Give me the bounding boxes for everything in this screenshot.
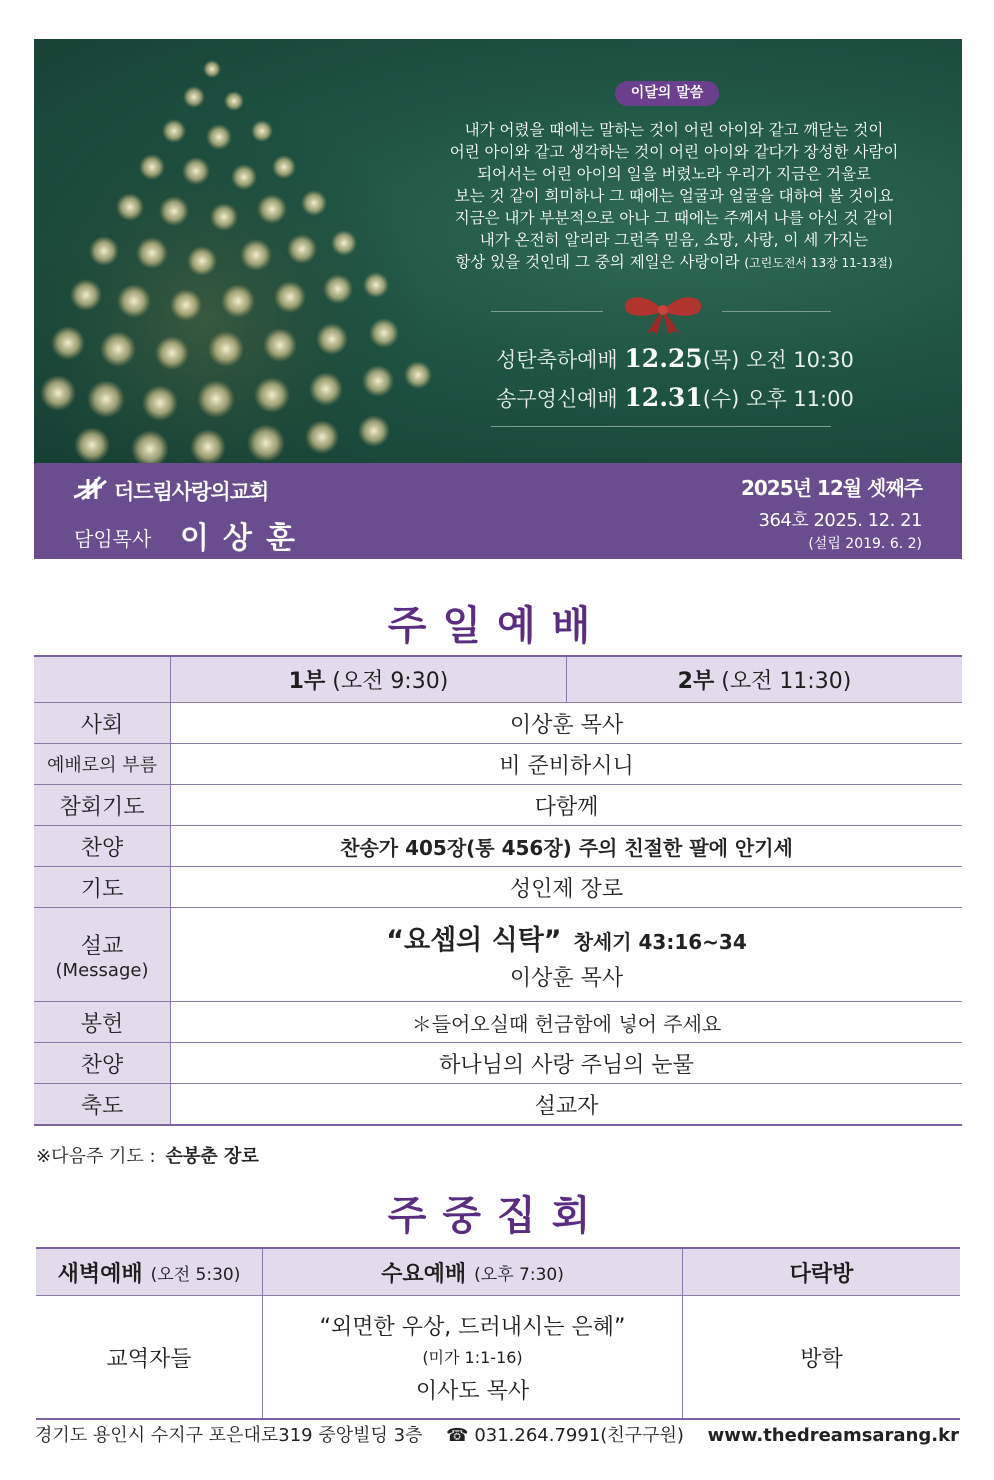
pastor-name: 이상훈	[180, 521, 309, 556]
service-time: 오후 11:00	[746, 387, 854, 411]
row-value: 성인제 장로	[509, 876, 624, 902]
service-date: 12.31	[624, 383, 703, 412]
sermon-scripture: 창세기 43:16~34	[573, 929, 747, 954]
sermon-heading	[386, 918, 747, 957]
scripture-verse	[414, 119, 934, 274]
table-header-row	[36, 1249, 960, 1296]
part-time: (오전 11:30)	[721, 669, 852, 694]
table-row	[34, 744, 962, 785]
verse-of-month-badge: 이달의 말씀	[615, 81, 719, 106]
column-label: 수요예배	[381, 1261, 467, 1287]
row-value: 다함께	[534, 794, 599, 820]
dawn-service-header	[36, 1249, 262, 1295]
row-label: 기도	[34, 867, 171, 907]
divider-line	[491, 426, 831, 427]
banner	[34, 39, 962, 463]
sermon-label-en: (Message)	[55, 959, 149, 981]
pastor-label: 담임목사	[74, 527, 152, 551]
table-row	[36, 1296, 960, 1418]
sermon-label: 설교	[80, 933, 124, 959]
row-value: 이상훈 목사	[509, 712, 624, 738]
established-date: (설립 2019. 6. 2)	[808, 536, 922, 552]
next-prayer-name: 손봉춘 장로	[165, 1146, 259, 1167]
small-group-status: 방학	[682, 1296, 960, 1418]
sunday-worship-table	[34, 655, 962, 1126]
verse-line: 어린 아이와 같고 생각하는 것이 어린 아이와 같다가 장성한 사람이	[449, 143, 899, 161]
verse-reference: (고린도전서 13장 11-13절)	[744, 256, 893, 270]
row-label: 사회	[34, 703, 171, 743]
sermon-preacher: 이상훈 목사	[509, 965, 624, 991]
verse-line: 지금은 내가 부분적으로 아나 그 때에는 주께서 나를 아신 것 같이	[454, 209, 894, 227]
weekly-gatherings-table	[36, 1247, 960, 1420]
church-address: 경기도 용인시 수지구 포은대로319 중앙빌딩 3층	[35, 1425, 423, 1446]
row-label: 찬양	[34, 826, 171, 866]
row-value: ＊들어오실때 헌금함에 넣어 주세요	[411, 1011, 722, 1036]
newyear-service	[496, 383, 896, 413]
table-header-row	[34, 657, 962, 703]
table-row	[34, 826, 962, 867]
wednesday-preacher: 이사도 목사	[415, 1378, 530, 1404]
next-week-prayer	[36, 1142, 259, 1168]
next-prayer-label: ※다음주 기도 :	[36, 1146, 156, 1167]
church-website-link[interactable]: www.thedreamsarang.kr	[707, 1425, 959, 1446]
verse-line	[414, 251, 934, 274]
verse-line: 되어서는 어린 아이의 일을 버렸노라 우리가 지금은 거울로	[477, 165, 871, 183]
verse-line: 보는 것 같이 희미하나 그 때에는 얼굴과 얼굴을 대하여 볼 것이요	[454, 187, 894, 205]
row-label: 찬양	[34, 1043, 171, 1083]
row-label: 봉헌	[34, 1002, 171, 1042]
row-value: 설교자	[534, 1093, 599, 1119]
footer	[0, 1421, 994, 1447]
section-title-sunday-worship: 주일예배	[387, 603, 607, 649]
part2-header	[566, 657, 962, 702]
service-date: 12.25	[624, 344, 703, 373]
christmas-tree-bokeh-image	[34, 39, 454, 463]
church-phone: 031.264.7991(친구구원)	[474, 1425, 684, 1446]
table-row	[34, 1084, 962, 1124]
row-label: 예배로의 부름	[34, 744, 171, 784]
bulletin-issue: 364호 2025. 12. 21	[758, 510, 922, 531]
part-time: (오전 9:30)	[332, 669, 449, 694]
service-name: 성탄축하예배	[496, 348, 618, 372]
bulletin-week: 2025년 12월 셋째주	[740, 476, 922, 500]
column-time: (오전 5:30)	[150, 1264, 241, 1285]
table-corner	[34, 657, 171, 702]
christmas-service	[496, 344, 896, 374]
church-logo-icon	[72, 475, 110, 501]
table-row	[34, 1002, 962, 1043]
part1-header	[171, 657, 566, 702]
table-row	[34, 785, 962, 826]
red-bow-icon	[621, 291, 705, 335]
wednesday-sermon-scripture: (미가 1:1-16)	[422, 1347, 523, 1367]
column-label: 다락방	[789, 1261, 854, 1287]
divider-line	[722, 311, 831, 312]
wednesday-sermon-title: “외면한 우상, 드러내시는 은혜”	[319, 1314, 626, 1340]
dawn-service-leader: 교역자들	[106, 1346, 192, 1372]
church-header	[34, 463, 962, 559]
section-title-weekly-gatherings: 주중집회	[387, 1193, 607, 1239]
sermon-title: “요셉의 식탁”	[386, 924, 562, 956]
service-day: (수)	[702, 387, 740, 411]
part-label: 2부	[677, 669, 715, 694]
sermon-row	[34, 908, 962, 1002]
small-group-header	[682, 1249, 960, 1295]
service-day: (목)	[702, 348, 740, 372]
row-value	[171, 908, 962, 1001]
service-name: 송구영신예배	[496, 387, 618, 411]
row-label: 참회기도	[34, 785, 171, 825]
church-name: 더드림사랑의교회	[114, 480, 269, 504]
row-value: 찬송가 405장(통 456장) 주의 친절한 팔에 안기세	[340, 835, 793, 860]
table-row	[34, 867, 962, 908]
wednesday-service-header	[262, 1249, 682, 1295]
part-label: 1부	[288, 669, 326, 694]
divider-line	[491, 311, 603, 312]
column-label: 새벽예배	[57, 1261, 143, 1287]
row-value: 비 준비하시니	[499, 753, 634, 779]
column-time: (오후 7:30)	[474, 1264, 564, 1285]
verse-last-line: 항상 있을 것인데 그 중의 제일은 사랑이라	[455, 253, 740, 271]
verse-line: 내가 온전히 알리라 그런즉 믿음, 소망, 사랑, 이 세 가지는	[479, 231, 869, 249]
row-label: 축도	[34, 1084, 171, 1124]
row-label	[34, 908, 171, 1001]
wednesday-service-info	[262, 1296, 682, 1418]
phone-icon: ☎	[446, 1425, 469, 1446]
verse-line: 내가 어렸을 때에는 말하는 것이 어린 아이와 같고 깨닫는 것이	[464, 121, 884, 139]
row-value: 하나님의 사랑 주님의 눈물	[439, 1052, 694, 1078]
service-time: 오전 10:30	[746, 348, 854, 372]
table-row	[34, 703, 962, 744]
table-row	[34, 1043, 962, 1084]
